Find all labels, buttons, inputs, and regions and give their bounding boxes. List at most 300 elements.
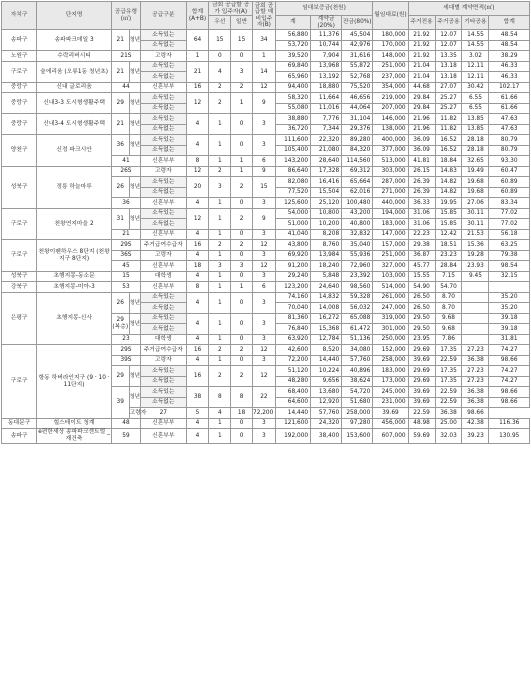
cell-general: 0 bbox=[231, 135, 253, 156]
cell-area-res: 15.55 bbox=[408, 271, 435, 282]
cell-category: 대학생 bbox=[140, 271, 186, 282]
cell-area-common: 15.85 bbox=[435, 219, 462, 230]
cell-area-common: 22.59 bbox=[435, 387, 462, 398]
cell-rent: 251,000 bbox=[373, 250, 408, 261]
cell-dep-contract: 16,416 bbox=[311, 177, 342, 188]
cell-dep-contract: 10,744 bbox=[311, 40, 342, 51]
cell-area-total: 74.27 bbox=[489, 366, 530, 377]
cell-dep-balance: 29,376 bbox=[342, 124, 373, 135]
cell-complex: e편한세상 송파파크센트럴 _재건축 bbox=[38, 429, 110, 442]
cell-dep-total: 69,920 bbox=[275, 250, 310, 261]
cell-area-other: 13.85 bbox=[462, 114, 489, 125]
cell-type: 39S bbox=[111, 355, 140, 366]
cell-gu: 양천구 bbox=[2, 135, 37, 167]
cell-general: 0 bbox=[231, 418, 253, 429]
cell-youth: 청년 bbox=[129, 313, 140, 334]
rental-supply-table bbox=[1, 1, 530, 444]
cell-area-other: 15.36 bbox=[462, 240, 489, 251]
cell-rent: 271,000 bbox=[373, 187, 408, 198]
cell-area-total: 48.54 bbox=[489, 30, 530, 41]
cell-type: 36 bbox=[111, 198, 140, 209]
cell-rent: 146,000 bbox=[373, 114, 408, 125]
cell-total: 4 bbox=[186, 114, 209, 135]
cell-priority: 2 bbox=[209, 366, 231, 387]
cell-dep-total: 41,040 bbox=[275, 229, 310, 240]
cell-dep-total: 105,400 bbox=[275, 145, 310, 156]
cell-reserve: 9 bbox=[253, 166, 276, 177]
cell-dep-total: 74,160 bbox=[275, 292, 310, 303]
header-total: 합계(A+B) bbox=[186, 2, 209, 30]
cell-general: 1 bbox=[231, 282, 253, 293]
cell-area-common: 14.82 bbox=[435, 187, 462, 198]
cell-dep-balance: 40,800 bbox=[342, 219, 373, 230]
cell-youth: 청년 bbox=[129, 387, 140, 408]
cell-general: 0 bbox=[231, 292, 253, 313]
cell-dep-total: 81,360 bbox=[275, 313, 310, 324]
cell-dep-balance: 62,016 bbox=[342, 187, 373, 198]
cell-dep-total: 42,600 bbox=[275, 345, 310, 356]
cell-type: 23 bbox=[111, 334, 140, 345]
cell-area-common: 13.18 bbox=[435, 61, 462, 72]
cell-general: 1 bbox=[231, 93, 253, 114]
cell-area-total: 47.63 bbox=[489, 124, 530, 135]
cell-area-res: 29.84 bbox=[408, 93, 435, 104]
cell-rent: 607,000 bbox=[373, 429, 408, 443]
cell-area-res: 26.15 bbox=[408, 166, 435, 177]
cell-total: 4 bbox=[186, 250, 209, 261]
header-dep-total: 계 bbox=[275, 16, 310, 30]
cell-priority: 2 bbox=[209, 82, 231, 93]
table-row bbox=[2, 166, 530, 177]
cell-area-res: 29.50 bbox=[408, 324, 435, 335]
cell-rent: 251,000 bbox=[373, 61, 408, 72]
header-dep-balance: 잔금(80%) bbox=[342, 16, 373, 30]
cell-dep-balance: 57,760 bbox=[342, 355, 373, 366]
cell-area-res: 39.69 bbox=[373, 408, 408, 419]
cell-total: 20 bbox=[186, 177, 209, 198]
cell-dep-balance: 44,064 bbox=[342, 103, 373, 114]
cell-category: 대학생 bbox=[140, 334, 186, 345]
cell-total: 21 bbox=[186, 61, 209, 82]
cell-priority: 1 bbox=[209, 355, 231, 366]
cell-type: 31 bbox=[111, 208, 129, 229]
cell-area-other: 19.68 bbox=[462, 177, 489, 188]
cell-dep-total: 77,520 bbox=[275, 187, 310, 198]
cell-area-other: 27.23 bbox=[462, 345, 489, 356]
cell-total: 12 bbox=[186, 166, 209, 177]
cell-dep-total: 58,320 bbox=[275, 93, 310, 104]
cell-reserve: 15 bbox=[253, 177, 276, 198]
cell-area-total: 48.54 bbox=[489, 40, 530, 51]
cell-category: 소득없는 bbox=[140, 324, 186, 335]
cell-youth: 청년 bbox=[129, 30, 140, 51]
cell-category: 고령자 bbox=[129, 408, 140, 419]
cell-type: 45 bbox=[111, 261, 140, 272]
cell-dep-contract: 10,800 bbox=[311, 208, 342, 219]
cell-rent: 287,000 bbox=[373, 177, 408, 188]
cell-area-common: 22.59 bbox=[408, 408, 435, 419]
table-row bbox=[2, 282, 530, 293]
cell-dep-total: 70,040 bbox=[275, 303, 310, 314]
cell-youth: 청년 bbox=[129, 93, 140, 114]
cell-reserve: 12 bbox=[253, 345, 276, 356]
cell-dep-contract: 10,224 bbox=[311, 366, 342, 377]
cell-youth: 청년 bbox=[129, 208, 140, 229]
cell-area-other: 32.65 bbox=[462, 156, 489, 167]
cell-priority: 1 bbox=[209, 156, 231, 167]
cell-area-other: 6.55 bbox=[462, 103, 489, 114]
cell-dep-balance: 32,832 bbox=[342, 229, 373, 240]
cell-complex: 초행지몽-동소문 bbox=[37, 271, 112, 282]
cell-dep-contract: 14,440 bbox=[311, 355, 342, 366]
cell-area-res: 36.87 bbox=[408, 250, 435, 261]
cell-dep-balance: 45,504 bbox=[342, 30, 373, 41]
cell-reserve: 3 bbox=[253, 355, 276, 366]
cell-youth: 청년 bbox=[129, 366, 140, 387]
cell-type: 41 bbox=[111, 156, 140, 167]
cell-type: 53 bbox=[111, 282, 140, 293]
cell-reserve: 3 bbox=[253, 114, 276, 135]
cell-area-other bbox=[462, 292, 489, 303]
cell-area-common: 22.59 bbox=[435, 355, 462, 366]
cell-dep-total: 111,600 bbox=[275, 135, 310, 146]
cell-dep-balance: 38,624 bbox=[342, 376, 373, 387]
cell-area-common: 11.82 bbox=[435, 114, 462, 125]
cell-area-res: 29.84 bbox=[408, 103, 435, 114]
cell-area-other: 19.68 bbox=[462, 187, 489, 198]
cell-area-common: 7.15 bbox=[435, 271, 462, 282]
cell-complex: 초행지몽-신사 bbox=[37, 292, 112, 345]
cell-dep-balance: 40,896 bbox=[342, 366, 373, 377]
cell-general: 0 bbox=[231, 271, 253, 282]
cell-reserve: 3 bbox=[253, 229, 276, 240]
cell-category: 소득있는 bbox=[140, 61, 186, 72]
cell-area-total: 35.20 bbox=[489, 303, 530, 314]
cell-dep-contract: 25,120 bbox=[311, 198, 342, 209]
cell-area-res: 29.69 bbox=[408, 345, 435, 356]
cell-reserve: 22 bbox=[253, 387, 276, 408]
cell-priority: 15 bbox=[209, 30, 231, 51]
cell-type: 29 bbox=[111, 366, 129, 387]
cell-dep-total: 192,000 bbox=[275, 429, 310, 443]
cell-category: 고령자 bbox=[140, 355, 186, 366]
cell-category: 소득없는 bbox=[140, 376, 186, 387]
header-category: 공급구분 bbox=[140, 2, 186, 30]
cell-area-other: 14.55 bbox=[462, 40, 489, 51]
cell-total: 4 bbox=[186, 292, 209, 313]
cell-general: 2 bbox=[231, 177, 253, 198]
cell-priority: 1 bbox=[209, 334, 231, 345]
cell-type: 39 bbox=[111, 387, 129, 419]
cell-category: 소득있는 bbox=[140, 30, 186, 41]
header-gu: 자치구 bbox=[2, 2, 37, 30]
cell-dep-total: 38,880 bbox=[275, 114, 310, 125]
cell-dep-contract: 38,400 bbox=[311, 429, 342, 443]
table-row bbox=[2, 51, 530, 62]
table-row bbox=[2, 82, 530, 93]
cell-dep-total: 63,920 bbox=[275, 334, 310, 345]
cell-area-total: 46.33 bbox=[489, 72, 530, 83]
table-row bbox=[2, 240, 530, 251]
cell-category: 고령자 bbox=[140, 250, 186, 261]
cell-area-total: 61.66 bbox=[489, 103, 530, 114]
cell-complex: 신내3-3 도시형생활주택 bbox=[37, 93, 112, 114]
cell-dep-balance: 65,664 bbox=[342, 177, 373, 188]
cell-area-common: 18.84 bbox=[435, 156, 462, 167]
cell-area-common: 18.51 bbox=[435, 240, 462, 251]
cell-area-other: 12.11 bbox=[462, 72, 489, 83]
cell-dep-balance: 75,520 bbox=[342, 82, 373, 93]
cell-dep-total: 53,720 bbox=[275, 40, 310, 51]
cell-reserve: 3 bbox=[253, 250, 276, 261]
cell-general: 2 bbox=[231, 208, 253, 229]
cell-area-res: 21.96 bbox=[408, 124, 435, 135]
cell-gu: 중랑구 bbox=[2, 114, 37, 135]
cell-area-res: 36.09 bbox=[408, 135, 435, 146]
cell-category: 신혼부부 bbox=[140, 156, 186, 167]
cell-area-total: 39.18 bbox=[489, 313, 530, 324]
cell-general: 0 bbox=[231, 229, 253, 240]
cell-area-res: 39.69 bbox=[408, 397, 435, 408]
cell-rent: 173,000 bbox=[373, 376, 408, 387]
cell-rent: 157,000 bbox=[373, 240, 408, 251]
cell-dep-contract: 14,008 bbox=[311, 303, 342, 314]
cell-area-other: 39.23 bbox=[462, 429, 489, 443]
cell-area-total: 74.27 bbox=[489, 345, 530, 356]
cell-area-other: 42.38 bbox=[462, 418, 489, 429]
cell-total: 38 bbox=[186, 387, 209, 408]
cell-dep-contract: 14,440 bbox=[275, 408, 310, 419]
cell-area-other: 14.55 bbox=[462, 30, 489, 41]
cell-area-res: 22.23 bbox=[408, 229, 435, 240]
cell-dep-balance: 61,472 bbox=[342, 324, 373, 335]
cell-total: 16 bbox=[186, 366, 209, 387]
cell-general: 4 bbox=[209, 408, 231, 419]
cell-area-res: 48.98 bbox=[408, 418, 435, 429]
cell-type: 21S bbox=[111, 51, 140, 62]
cell-category: 소득있는 bbox=[140, 93, 186, 104]
cell-dep-contract: 11,664 bbox=[311, 93, 342, 104]
cell-area-total: 61.66 bbox=[489, 93, 530, 104]
header-rent: 월임대료(원) bbox=[373, 2, 408, 30]
cell-type: 36 bbox=[111, 135, 129, 156]
cell-youth: 청년 bbox=[129, 135, 140, 156]
cell-dep-contract: 12,784 bbox=[311, 334, 342, 345]
cell-dep-contract: 17,328 bbox=[311, 166, 342, 177]
cell-general: 0 bbox=[231, 250, 253, 261]
cell-category: 소득있는 bbox=[140, 366, 186, 377]
cell-area-other: 30.42 bbox=[462, 82, 489, 93]
cell-dep-total: 94,400 bbox=[275, 82, 310, 93]
cell-dep-balance: 46,656 bbox=[342, 93, 373, 104]
cell-area-common: 17.35 bbox=[435, 345, 462, 356]
cell-dep-total: 69,840 bbox=[275, 61, 310, 72]
cell-dep-contract: 5,848 bbox=[311, 271, 342, 282]
table-row bbox=[2, 30, 530, 41]
cell-rent: 303,000 bbox=[373, 166, 408, 177]
cell-category: 신혼부부 bbox=[140, 418, 186, 429]
cell-type: 21 bbox=[111, 229, 140, 240]
cell-general: 0 bbox=[231, 355, 253, 366]
cell-area-common: 19.95 bbox=[435, 198, 462, 209]
header-area-group: 세대별 계약면적(㎡) bbox=[408, 2, 529, 16]
cell-area-other: 21.53 bbox=[462, 229, 489, 240]
cell-dep-total: 55,080 bbox=[275, 103, 310, 114]
header-area-total: 합계 bbox=[489, 16, 530, 30]
cell-area-res: 21.92 bbox=[408, 40, 435, 51]
cell-rent: 170,000 bbox=[373, 40, 408, 51]
cell-rent: 194,000 bbox=[373, 208, 408, 219]
cell-area-res: 21.04 bbox=[408, 61, 435, 72]
cell-area-total: 77.02 bbox=[489, 208, 530, 219]
cell-priority: 0 bbox=[209, 51, 231, 62]
cell-category: 소득있는 bbox=[140, 208, 186, 219]
cell-dep-total: 72,200 bbox=[253, 408, 276, 419]
cell-dep-balance: 98,560 bbox=[342, 282, 373, 293]
cell-total: 1 bbox=[186, 51, 209, 62]
cell-youth: 청년 bbox=[129, 114, 140, 135]
cell-area-total: 80.79 bbox=[489, 145, 530, 156]
cell-gu: 구로구 bbox=[2, 240, 37, 272]
cell-area-common: 23.23 bbox=[435, 250, 462, 261]
cell-general: 2 bbox=[231, 366, 253, 387]
cell-priority: 2 bbox=[209, 166, 231, 177]
cell-general: 15 bbox=[231, 30, 253, 51]
cell-area-res: 41.81 bbox=[408, 156, 435, 167]
cell-area-res: 29.38 bbox=[408, 240, 435, 251]
cell-area-common: 25.00 bbox=[435, 418, 462, 429]
table-row bbox=[2, 114, 530, 125]
cell-gu: 은평구 bbox=[2, 292, 37, 345]
cell-dep-contract: 15,504 bbox=[311, 187, 342, 198]
cell-area-total: 56.18 bbox=[489, 229, 530, 240]
cell-reserve: 12 bbox=[253, 366, 276, 387]
cell-dep-contract: 18,240 bbox=[311, 261, 342, 272]
cell-area-total: 93.30 bbox=[489, 156, 530, 167]
cell-total: 4 bbox=[186, 355, 209, 366]
cell-type: 48 bbox=[111, 418, 140, 429]
cell-complex: 항동 하버라인지구 (9 · 10 · 11단지) bbox=[37, 345, 112, 419]
cell-type: 15 bbox=[111, 271, 140, 282]
cell-rent: 258,000 bbox=[342, 408, 373, 419]
cell-total: 4 bbox=[186, 313, 209, 334]
cell-rent: 103,000 bbox=[373, 271, 408, 282]
cell-rent: 456,000 bbox=[373, 418, 408, 429]
cell-dep-contract: 24,320 bbox=[311, 418, 342, 429]
cell-total: 12 bbox=[186, 93, 209, 114]
cell-area-common: 17.35 bbox=[435, 376, 462, 387]
cell-dep-balance: 65,088 bbox=[342, 313, 373, 324]
cell-category: 신혼부부 bbox=[140, 261, 186, 272]
cell-dep-balance: 57,760 bbox=[311, 408, 342, 419]
cell-dep-total: 29,240 bbox=[275, 271, 310, 282]
cell-area-res: 26.39 bbox=[408, 187, 435, 198]
cell-reserve: 6 bbox=[253, 282, 276, 293]
cell-general: 0 bbox=[231, 429, 253, 443]
cell-rent: 258,000 bbox=[373, 355, 408, 366]
cell-gu: 중랑구 bbox=[2, 93, 37, 114]
cell-rent: 237,000 bbox=[373, 72, 408, 83]
cell-gu: 중랑구 bbox=[2, 82, 37, 93]
header-reserve: 금회 공급할 예비입주자(B) bbox=[253, 2, 276, 30]
cell-area-common: 17.35 bbox=[435, 366, 462, 377]
cell-gu: 성북구 bbox=[2, 166, 37, 208]
cell-area-other: 6.55 bbox=[462, 93, 489, 104]
cell-area-other bbox=[462, 324, 489, 335]
cell-general: 0 bbox=[231, 51, 253, 62]
cell-area-other: 27.06 bbox=[462, 198, 489, 209]
header-complex: 단지명 bbox=[37, 2, 112, 30]
cell-dep-contract: 15,368 bbox=[311, 324, 342, 335]
cell-rent: 148,000 bbox=[373, 51, 408, 62]
cell-priority: 3 bbox=[209, 261, 231, 272]
cell-dep-balance: 23,392 bbox=[342, 271, 373, 282]
cell-complex: 신내 글로리움 bbox=[37, 82, 112, 93]
header-type: 공급유형(㎡) bbox=[111, 2, 140, 30]
cell-area-res: 39.69 bbox=[408, 355, 435, 366]
cell-general: 0 bbox=[231, 313, 253, 334]
cell-area-other: 28.18 bbox=[462, 145, 489, 156]
cell-general: 0 bbox=[231, 198, 253, 209]
cell-type: 44 bbox=[111, 82, 140, 93]
cell-total: 4 bbox=[186, 429, 209, 443]
cell-rent: 180,000 bbox=[373, 30, 408, 41]
cell-area-other: 19.28 bbox=[462, 250, 489, 261]
cell-reserve: 3 bbox=[253, 418, 276, 429]
cell-category: 주거급여수급자 bbox=[140, 240, 186, 251]
cell-dep-contract: 13,968 bbox=[311, 61, 342, 72]
cell-priority: 1 bbox=[209, 418, 231, 429]
cell-priority: 1 bbox=[209, 429, 231, 443]
cell-dep-total: 65,960 bbox=[275, 72, 310, 83]
cell-category: 소득있는 bbox=[140, 387, 186, 398]
cell-dep-contract: 8,520 bbox=[311, 345, 342, 356]
cell-general: 2 bbox=[231, 240, 253, 251]
cell-reserve: 3 bbox=[253, 313, 276, 334]
cell-category: 신혼부부 bbox=[140, 429, 186, 443]
cell-dep-total: 51,120 bbox=[275, 366, 310, 377]
cell-area-total: 63.25 bbox=[489, 240, 530, 251]
cell-dep-total: 64,600 bbox=[275, 397, 310, 408]
table-row bbox=[2, 271, 530, 282]
cell-dep-balance: 42,976 bbox=[342, 40, 373, 51]
cell-category: 주거급여수급자 bbox=[140, 345, 186, 356]
cell-dep-balance: 97,280 bbox=[342, 418, 373, 429]
cell-area-other: 27.23 bbox=[462, 366, 489, 377]
cell-gu: 송파구 bbox=[2, 429, 37, 443]
cell-area-total: 31.81 bbox=[489, 334, 530, 345]
cell-category: 소득있는 bbox=[140, 292, 186, 303]
cell-reserve: 6 bbox=[253, 156, 276, 167]
cell-gu: 송파구 bbox=[2, 30, 37, 51]
cell-area-common: 12.07 bbox=[435, 40, 462, 51]
cell-dep-contract: 14,832 bbox=[311, 292, 342, 303]
cell-area-other: 19.49 bbox=[462, 166, 489, 177]
cell-area-other: 9.45 bbox=[462, 271, 489, 282]
cell-dep-balance: 72,960 bbox=[342, 261, 373, 272]
cell-area-common: 25.27 bbox=[435, 93, 462, 104]
cell-dep-total: 68,400 bbox=[275, 387, 310, 398]
cell-category: 소득없는 bbox=[140, 72, 186, 83]
cell-type: 59 bbox=[111, 429, 140, 443]
cell-rent: 138,000 bbox=[373, 124, 408, 135]
cell-dep-total: 125,600 bbox=[275, 198, 310, 209]
cell-dep-contract: 7,344 bbox=[311, 124, 342, 135]
cell-area-res: 36.09 bbox=[408, 145, 435, 156]
header-dep-contract: 계약금(20%) bbox=[311, 16, 342, 30]
cell-general: 2 bbox=[231, 82, 253, 93]
cell-dep-contract: 13,984 bbox=[311, 250, 342, 261]
